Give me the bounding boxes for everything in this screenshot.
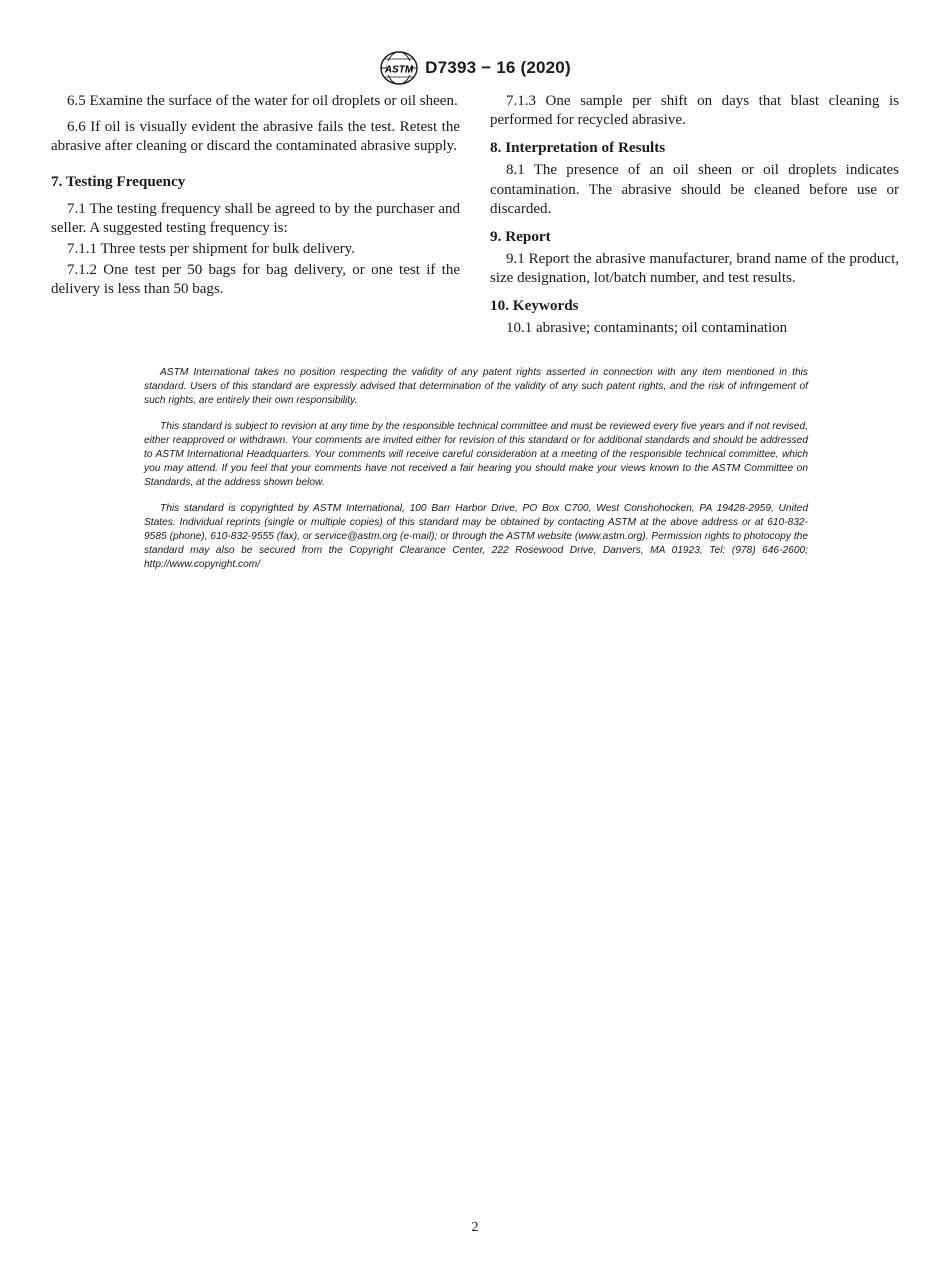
heading-keywords: 10. Keywords xyxy=(490,297,579,315)
paragraph-7-1-3: 7.1.3 One sample per shift on days that blast cleaning is performed for recycled abrasive. xyxy=(490,93,899,129)
paragraph-6-6: 6.6 If oil is visually evident the abrasive fails the test. Retest the abrasive after cleaning or discard the contaminated abrasive supply. xyxy=(51,119,460,155)
copyright-notice: This standard is copyrighted by ASTM International, 100 Barr Harbor Drive, PO Box C700, West Conshohocken, PA 19428-2959, United States. Individual reprints (single or multiple copies) of this standard may be obtained by contacting ASTM at the above address or at 610-832-9585 (phone), 610-832-9555 (fax), or service@astm.org (e-mail); or through the ASTM website (www.astm.org). Permission rights to photocopy the standard may also be secured from the Copyright Clearance Center, 222 Rosewood Drive, Danvers, MA 01923, Tel: (978) 646-2600; http://www.copyright.com/ xyxy=(144,503,808,570)
heading-report: 9. Report xyxy=(490,228,551,246)
svg-text:ASTM: ASTM xyxy=(385,64,414,76)
right-column xyxy=(490,92,899,346)
heading-testing-frequency: 7. Testing Frequency xyxy=(51,172,186,190)
astm-logo-icon xyxy=(379,50,419,86)
revision-notice: This standard is subject to revision at any time by the responsible technical committee and must be reviewed every five years and if not revised, either reapproved or withdrawn. Your comments are invited either for revision of this standard or for additional standards and should be addressed to ASTM International Headquarters. Your comments will receive careful consideration at a meeting of the responsible technical committee, which you may attend. If you feel that your comments have not received a fair hearing you should make your views known to the ASTM Committee on Standards, at the address shown below. xyxy=(144,421,808,488)
paragraph-10-1: 10.1 abrasive; contaminants; oil contamination xyxy=(506,320,788,337)
page-number: 2 xyxy=(471,1220,479,1235)
paragraph-7-1: 7.1 The testing frequency shall be agreed to by the purchaser and seller. A suggested testing frequency is: xyxy=(51,200,460,236)
paragraph-9-1: 9.1 Report the abrasive manufacturer, brand name of the product, size designation, lot/batch number, and test results. xyxy=(490,251,899,287)
page-header xyxy=(0,50,950,86)
legal-notices xyxy=(144,366,808,584)
paragraph-7-1-1: 7.1.1 Three tests per shipment for bulk delivery. xyxy=(67,241,355,258)
paragraph-6-5: 6.5 Examine the surface of the water for oil droplets or oil sheen. xyxy=(67,93,458,109)
left-column xyxy=(51,92,460,307)
standard-designation: D7393 − 16 (2020) xyxy=(425,58,571,77)
paragraph-8-1: 8.1 The presence of an oil sheen or oil droplets indicates contamination. The abrasive should be cleaned before use or discarded. xyxy=(490,162,899,217)
paragraph-7-1-2: 7.1.2 One test per 50 bags for bag delivery, or one test if the delivery is less than 50 bags. xyxy=(51,262,460,298)
heading-interpretation-of-results: 8. Interpretation of Results xyxy=(490,139,666,157)
patent-notice: ASTM International takes no position respecting the validity of any patent rights asserted in connection with any item mentioned in this standard. Users of this standard are expressly advised that determination of the validity of any such patent rights, and the risk of infringement of such rights, are entirely their own responsibility. xyxy=(144,367,808,406)
